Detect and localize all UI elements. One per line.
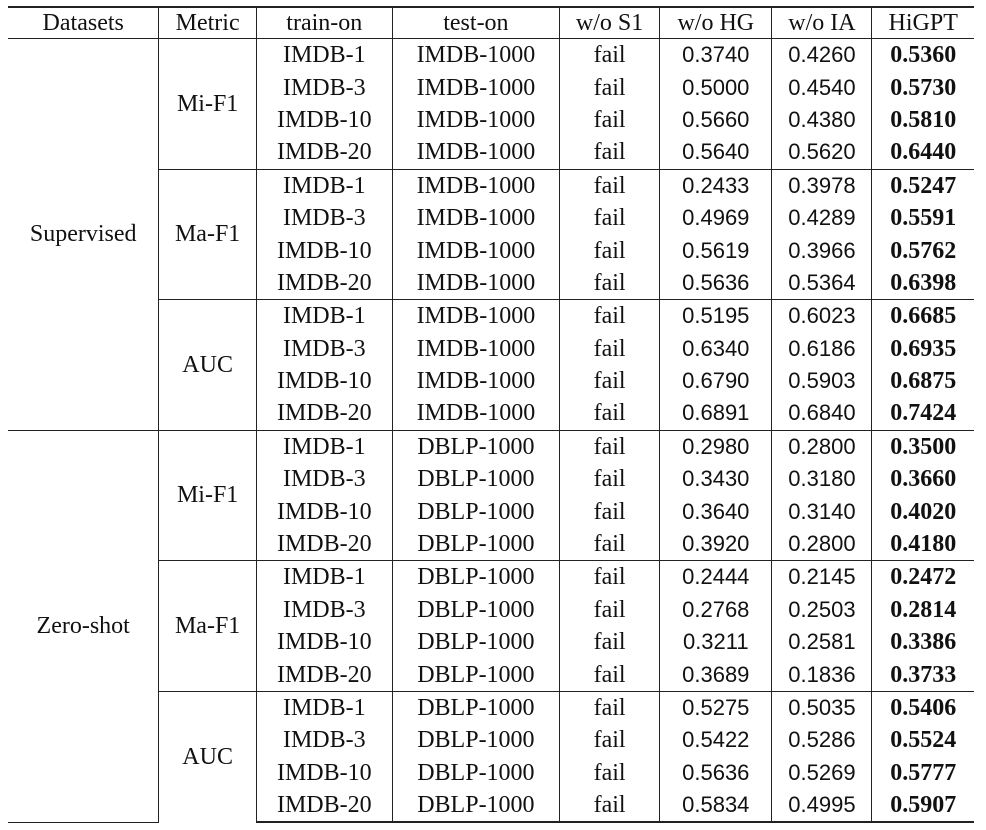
wo-s1-cell: fail bbox=[560, 71, 660, 103]
train-on-cell: IMDB-10 bbox=[256, 757, 392, 789]
test-on-cell: DBLP-1000 bbox=[392, 724, 559, 756]
ablation-results-table bbox=[8, 6, 974, 823]
wo-hg-cell: 0.3211 bbox=[660, 626, 772, 658]
header-row bbox=[8, 7, 974, 39]
higpt-cell: 0.5406 bbox=[872, 691, 974, 724]
train-on-cell: IMDB-10 bbox=[256, 495, 392, 527]
header-test-on: test-on bbox=[392, 7, 559, 39]
wo-ia-cell: 0.2800 bbox=[772, 528, 872, 561]
wo-hg-cell: 0.5195 bbox=[660, 300, 772, 333]
table-row bbox=[8, 39, 974, 72]
wo-ia-cell: 0.1836 bbox=[772, 658, 872, 691]
wo-hg-cell: 0.3430 bbox=[660, 463, 772, 495]
wo-ia-cell: 0.5269 bbox=[772, 757, 872, 789]
wo-hg-cell: 0.3689 bbox=[660, 658, 772, 691]
wo-hg-cell: 0.5660 bbox=[660, 104, 772, 136]
wo-hg-cell: 0.5640 bbox=[660, 136, 772, 169]
higpt-cell: 0.5730 bbox=[872, 71, 974, 103]
test-on-cell: DBLP-1000 bbox=[392, 757, 559, 789]
wo-ia-cell: 0.2503 bbox=[772, 594, 872, 626]
wo-hg-cell: 0.4969 bbox=[660, 202, 772, 234]
wo-hg-cell: 0.2768 bbox=[660, 594, 772, 626]
wo-s1-cell: fail bbox=[560, 397, 660, 430]
train-on-cell: IMDB-3 bbox=[256, 333, 392, 365]
train-on-cell: IMDB-3 bbox=[256, 463, 392, 495]
table-header bbox=[8, 7, 974, 39]
higpt-cell: 0.6685 bbox=[872, 300, 974, 333]
wo-hg-cell: 0.5636 bbox=[660, 757, 772, 789]
higpt-cell: 0.3660 bbox=[872, 463, 974, 495]
train-on-cell: IMDB-10 bbox=[256, 365, 392, 397]
wo-s1-cell: fail bbox=[560, 757, 660, 789]
higpt-cell: 0.6935 bbox=[872, 333, 974, 365]
train-on-cell: IMDB-3 bbox=[256, 71, 392, 103]
wo-ia-cell: 0.5903 bbox=[772, 365, 872, 397]
test-on-cell: DBLP-1000 bbox=[392, 463, 559, 495]
train-on-cell: IMDB-10 bbox=[256, 234, 392, 266]
wo-hg-cell: 0.5619 bbox=[660, 234, 772, 266]
wo-ia-cell: 0.6023 bbox=[772, 300, 872, 333]
wo-s1-cell: fail bbox=[560, 365, 660, 397]
train-on-cell: IMDB-20 bbox=[256, 267, 392, 300]
wo-ia-cell: 0.5286 bbox=[772, 724, 872, 756]
wo-s1-cell: fail bbox=[560, 333, 660, 365]
train-on-cell: IMDB-3 bbox=[256, 594, 392, 626]
wo-s1-cell: fail bbox=[560, 202, 660, 234]
wo-s1-cell: fail bbox=[560, 39, 660, 72]
metric-cell: Ma-F1 bbox=[159, 561, 256, 692]
wo-hg-cell: 0.5636 bbox=[660, 267, 772, 300]
wo-s1-cell: fail bbox=[560, 463, 660, 495]
header-wo-s1: w/o S1 bbox=[560, 7, 660, 39]
wo-s1-cell: fail bbox=[560, 594, 660, 626]
wo-ia-cell: 0.4380 bbox=[772, 104, 872, 136]
wo-hg-cell: 0.5834 bbox=[660, 789, 772, 822]
higpt-cell: 0.5907 bbox=[872, 789, 974, 822]
test-on-cell: IMDB-1000 bbox=[392, 333, 559, 365]
train-on-cell: IMDB-1 bbox=[256, 300, 392, 333]
wo-s1-cell: fail bbox=[560, 691, 660, 724]
wo-s1-cell: fail bbox=[560, 300, 660, 333]
wo-ia-cell: 0.2800 bbox=[772, 430, 872, 463]
higpt-cell: 0.3733 bbox=[872, 658, 974, 691]
higpt-cell: 0.3500 bbox=[872, 430, 974, 463]
wo-hg-cell: 0.3640 bbox=[660, 495, 772, 527]
wo-hg-cell: 0.2980 bbox=[660, 430, 772, 463]
higpt-cell: 0.5360 bbox=[872, 39, 974, 72]
test-on-cell: DBLP-1000 bbox=[392, 691, 559, 724]
test-on-cell: DBLP-1000 bbox=[392, 528, 559, 561]
wo-ia-cell: 0.5035 bbox=[772, 691, 872, 724]
wo-s1-cell: fail bbox=[560, 104, 660, 136]
wo-hg-cell: 0.5275 bbox=[660, 691, 772, 724]
higpt-cell: 0.5810 bbox=[872, 104, 974, 136]
higpt-cell: 0.2814 bbox=[872, 594, 974, 626]
header-wo-ia: w/o IA bbox=[772, 7, 872, 39]
test-on-cell: IMDB-1000 bbox=[392, 397, 559, 430]
test-on-cell: IMDB-1000 bbox=[392, 234, 559, 266]
wo-ia-cell: 0.4289 bbox=[772, 202, 872, 234]
higpt-cell: 0.3386 bbox=[872, 626, 974, 658]
test-on-cell: DBLP-1000 bbox=[392, 561, 559, 594]
wo-hg-cell: 0.6340 bbox=[660, 333, 772, 365]
higpt-cell: 0.6440 bbox=[872, 136, 974, 169]
train-on-cell: IMDB-3 bbox=[256, 724, 392, 756]
table-body bbox=[8, 39, 974, 823]
header-wo-hg: w/o HG bbox=[660, 7, 772, 39]
wo-ia-cell: 0.4260 bbox=[772, 39, 872, 72]
table-row bbox=[8, 430, 974, 463]
wo-ia-cell: 0.2581 bbox=[772, 626, 872, 658]
test-on-cell: DBLP-1000 bbox=[392, 594, 559, 626]
wo-hg-cell: 0.3920 bbox=[660, 528, 772, 561]
test-on-cell: DBLP-1000 bbox=[392, 658, 559, 691]
train-on-cell: IMDB-20 bbox=[256, 658, 392, 691]
wo-ia-cell: 0.3140 bbox=[772, 495, 872, 527]
wo-hg-cell: 0.5000 bbox=[660, 71, 772, 103]
wo-hg-cell: 0.6891 bbox=[660, 397, 772, 430]
wo-s1-cell: fail bbox=[560, 234, 660, 266]
train-on-cell: IMDB-20 bbox=[256, 528, 392, 561]
train-on-cell: IMDB-1 bbox=[256, 430, 392, 463]
test-on-cell: IMDB-1000 bbox=[392, 267, 559, 300]
wo-hg-cell: 0.3740 bbox=[660, 39, 772, 72]
wo-ia-cell: 0.4995 bbox=[772, 789, 872, 822]
test-on-cell: IMDB-1000 bbox=[392, 71, 559, 103]
train-on-cell: IMDB-10 bbox=[256, 626, 392, 658]
wo-s1-cell: fail bbox=[560, 169, 660, 202]
wo-s1-cell: fail bbox=[560, 495, 660, 527]
wo-ia-cell: 0.5364 bbox=[772, 267, 872, 300]
test-on-cell: IMDB-1000 bbox=[392, 300, 559, 333]
train-on-cell: IMDB-20 bbox=[256, 789, 392, 822]
dataset-cell: Supervised bbox=[8, 39, 159, 431]
test-on-cell: IMDB-1000 bbox=[392, 169, 559, 202]
wo-s1-cell: fail bbox=[560, 626, 660, 658]
metric-cell: Mi-F1 bbox=[159, 430, 256, 561]
test-on-cell: IMDB-1000 bbox=[392, 39, 559, 72]
higpt-cell: 0.6875 bbox=[872, 365, 974, 397]
header-datasets: Datasets bbox=[8, 7, 159, 39]
wo-ia-cell: 0.3978 bbox=[772, 169, 872, 202]
wo-hg-cell: 0.5422 bbox=[660, 724, 772, 756]
wo-s1-cell: fail bbox=[560, 561, 660, 594]
wo-hg-cell: 0.2433 bbox=[660, 169, 772, 202]
metric-cell: AUC bbox=[159, 300, 256, 431]
header-metric: Metric bbox=[159, 7, 256, 39]
wo-ia-cell: 0.2145 bbox=[772, 561, 872, 594]
higpt-cell: 0.5591 bbox=[872, 202, 974, 234]
higpt-cell: 0.6398 bbox=[872, 267, 974, 300]
test-on-cell: IMDB-1000 bbox=[392, 136, 559, 169]
test-on-cell: DBLP-1000 bbox=[392, 495, 559, 527]
wo-ia-cell: 0.5620 bbox=[772, 136, 872, 169]
wo-s1-cell: fail bbox=[560, 267, 660, 300]
metric-cell: Ma-F1 bbox=[159, 169, 256, 300]
wo-ia-cell: 0.6186 bbox=[772, 333, 872, 365]
wo-s1-cell: fail bbox=[560, 430, 660, 463]
higpt-cell: 0.5762 bbox=[872, 234, 974, 266]
test-on-cell: IMDB-1000 bbox=[392, 202, 559, 234]
higpt-cell: 0.2472 bbox=[872, 561, 974, 594]
wo-hg-cell: 0.6790 bbox=[660, 365, 772, 397]
higpt-cell: 0.5524 bbox=[872, 724, 974, 756]
wo-s1-cell: fail bbox=[560, 724, 660, 756]
header-higpt: HiGPT bbox=[872, 7, 974, 39]
wo-hg-cell: 0.2444 bbox=[660, 561, 772, 594]
train-on-cell: IMDB-1 bbox=[256, 561, 392, 594]
wo-ia-cell: 0.4540 bbox=[772, 71, 872, 103]
test-on-cell: IMDB-1000 bbox=[392, 104, 559, 136]
train-on-cell: IMDB-1 bbox=[256, 691, 392, 724]
train-on-cell: IMDB-10 bbox=[256, 104, 392, 136]
train-on-cell: IMDB-1 bbox=[256, 169, 392, 202]
wo-s1-cell: fail bbox=[560, 528, 660, 561]
higpt-cell: 0.7424 bbox=[872, 397, 974, 430]
wo-ia-cell: 0.6840 bbox=[772, 397, 872, 430]
test-on-cell: DBLP-1000 bbox=[392, 626, 559, 658]
metric-cell: Mi-F1 bbox=[159, 39, 256, 170]
higpt-cell: 0.5777 bbox=[872, 757, 974, 789]
train-on-cell: IMDB-20 bbox=[256, 397, 392, 430]
header-train-on: train-on bbox=[256, 7, 392, 39]
wo-s1-cell: fail bbox=[560, 658, 660, 691]
wo-ia-cell: 0.3966 bbox=[772, 234, 872, 266]
wo-s1-cell: fail bbox=[560, 136, 660, 169]
wo-s1-cell: fail bbox=[560, 789, 660, 822]
test-on-cell: DBLP-1000 bbox=[392, 430, 559, 463]
test-on-cell: IMDB-1000 bbox=[392, 365, 559, 397]
higpt-cell: 0.5247 bbox=[872, 169, 974, 202]
train-on-cell: IMDB-1 bbox=[256, 39, 392, 72]
higpt-cell: 0.4020 bbox=[872, 495, 974, 527]
higpt-cell: 0.4180 bbox=[872, 528, 974, 561]
train-on-cell: IMDB-3 bbox=[256, 202, 392, 234]
dataset-cell: Zero-shot bbox=[8, 430, 159, 822]
test-on-cell: DBLP-1000 bbox=[392, 789, 559, 822]
wo-ia-cell: 0.3180 bbox=[772, 463, 872, 495]
train-on-cell: IMDB-20 bbox=[256, 136, 392, 169]
metric-cell: AUC bbox=[159, 691, 256, 822]
